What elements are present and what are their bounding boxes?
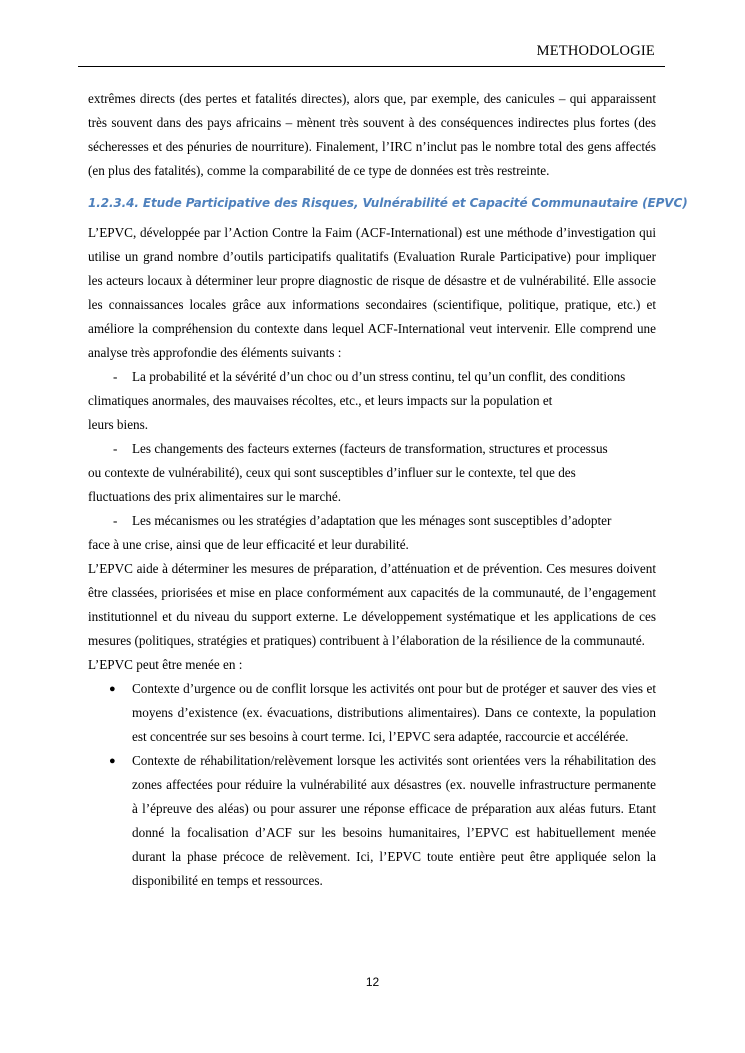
dash-item-line: La probabilité et la sévérité d’un choc ou d’un stress continu, tel qu’un conflit, des conditions xyxy=(132,369,626,384)
bullet-list-item xyxy=(88,677,656,749)
dash-marker: - xyxy=(113,513,118,528)
section-paragraph-3: L’EPVC peut être menée en : xyxy=(88,657,243,672)
bullet-marker: ● xyxy=(109,755,116,767)
bullet-list-item xyxy=(88,749,656,893)
page-body xyxy=(88,87,688,893)
running-header xyxy=(78,40,665,67)
dash-marker: - xyxy=(113,441,118,456)
dash-marker: - xyxy=(113,369,118,384)
dash-list-item xyxy=(88,509,656,557)
section-paragraph-1: L’EPVC, développée par l’Action Contre la Faim (ACF-International) est une méthode d’investigation qui utilise un grand nombre d’outils participatifs qualitatifs (Evaluation Rurale Participative) pour impliquer les acteurs locaux à déterminer leur propre diagnostic de risque de désastre et de vulnérabilité. Elle associe les connaissances locales grâce aux informations secondaires (scientifique, politique, pratique, etc.) et améliore la compréhension du contexte dans lequel ACF-International veut intervenir. Elle comprend une analyse très approfondie des éléments suivants : xyxy=(88,225,656,360)
dash-list-item xyxy=(88,365,656,437)
intro-paragraph: extrêmes directs (des pertes et fatalités directes), alors que, par exemple, des canicules – qui apparaissent très souvent dans des pays africains – mènent très souvent à des conséquences indirectes plus fortes (des sécheresses et des pénuries de nourriture). Finalement, l’IRC n’inclut pas le nombre total des gens affectés (en plus des fatalités), comme la comparabilité de ce type de données est très restreinte. xyxy=(88,91,656,178)
dash-list-item xyxy=(88,437,656,509)
dash-item-line: climatiques anormales, des mauvaises récoltes, etc., et leurs impacts sur la population et xyxy=(88,393,553,408)
dash-item-line: Les changements des facteurs externes (facteurs de transformation, structures et processus xyxy=(132,441,608,456)
section-heading: 1.2.3.4. Etude Participative des Risques, Vulnérabilité et Capacité Communautaire (EPVC) xyxy=(88,196,688,210)
page-number: 12 xyxy=(365,975,380,989)
dash-item-line: ou contexte de vulnérabilité), ceux qui sont susceptibles d’influer sur le contexte, tel que des xyxy=(88,465,576,480)
running-header-title: METHODOLOGIE xyxy=(536,43,655,59)
bullet-item-text: Contexte de réhabilitation/relèvement lorsque les activités sont orientées vers la réhabilitation des zones affectées pour réduire la vulnérabilité aux désastres (ex. nouvelle infrastructure permanente à l’épreuve des aléas) ou pour assurer une réponse efficace de préparation aux aléas futurs. Etant donné la focalisation d’ACF sur les besoins humanitaires, l’EPVC est habituellement menée durant la phase précoce de relèvement. Ici, l’EPVC toute entière peut être appliquée selon la disponibilité en temps et ressources. xyxy=(132,753,656,888)
bullet-item-text: Contexte d’urgence ou de conflit lorsque les activités ont pour but de protéger et sauver des vies et moyens d’existence (ex. évacuations, distributions alimentaires). Dans ce contexte, la population est concentrée sur ses besoins à court terme. Ici, l’EPVC sera adaptée, raccourcie et accélérée. xyxy=(132,681,656,744)
bullet-list xyxy=(88,677,656,893)
dash-item-line: fluctuations des prix alimentaires sur le marché. xyxy=(88,489,342,504)
dash-item-line: Les mécanismes ou les stratégies d’adaptation que les ménages sont susceptibles d’adopter xyxy=(132,513,612,528)
bullet-marker: ● xyxy=(109,683,116,695)
dash-item-line: leurs biens. xyxy=(88,417,149,432)
dash-item-line: face à une crise, ainsi que de leur efficacité et leur durabilité. xyxy=(88,537,409,552)
section-paragraph-2: L’EPVC aide à déterminer les mesures de préparation, d’atténuation et de prévention. Ces mesures doivent être classées, priorisées et mise en place conformément aux capacités de la communauté, de l’engagement institutionnel et du niveau du support externe. Le développement systématique et les applications de ces mesures (politiques, stratégies et pratiques) contribuent à l’élaboration de la résilience de la communauté. xyxy=(88,561,656,648)
